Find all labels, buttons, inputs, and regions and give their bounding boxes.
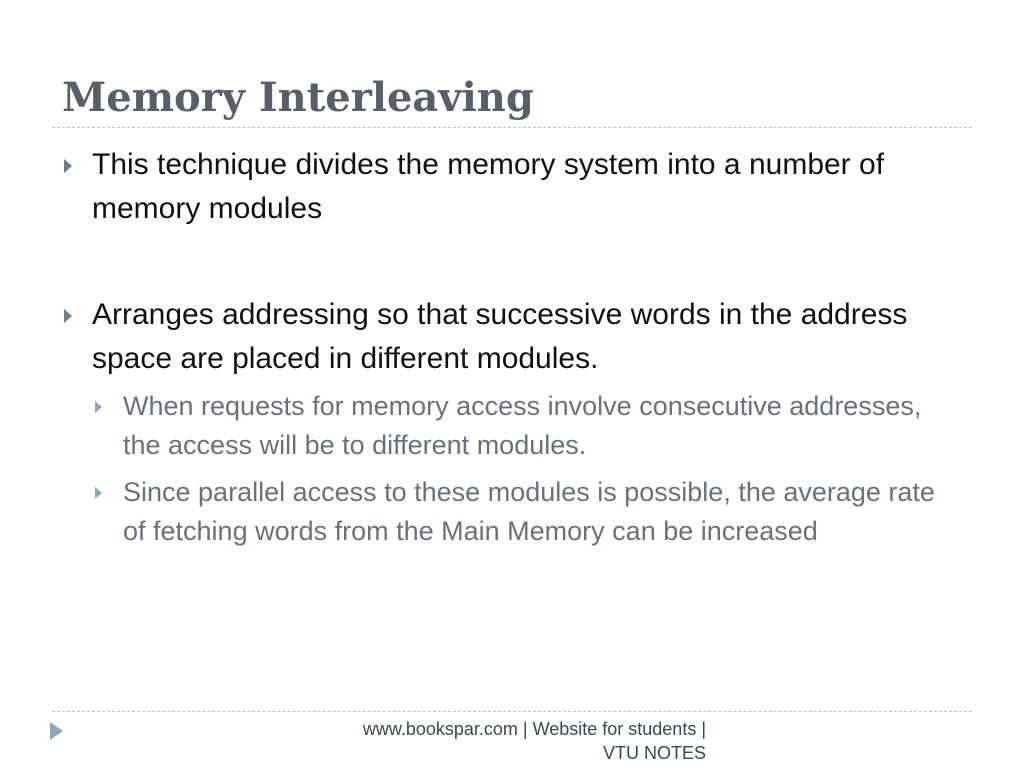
bullet-text: Arranges addressing so that successive words in the address space are placed in different modules. bbox=[92, 298, 908, 375]
sub-bullet-text: When requests for memory access involve consecutive addresses, the access will be to different modules. bbox=[123, 391, 922, 460]
sub-bullet-text: Since parallel access to these modules is possible, the average rate of fetching words from the Main Memory can be increased bbox=[123, 477, 935, 546]
triangle-right-icon bbox=[95, 401, 102, 413]
sub-bullet-item bbox=[62, 473, 962, 551]
bullet-item bbox=[62, 143, 962, 231]
triangle-right-icon bbox=[95, 487, 102, 499]
sub-bullet-item bbox=[62, 387, 962, 465]
slide-content bbox=[62, 143, 962, 551]
triangle-right-icon bbox=[64, 309, 72, 323]
title-divider bbox=[52, 127, 972, 128]
slide-title: Memory Interleaving bbox=[62, 74, 534, 121]
bullet-text: This technique divides the memory system into a number of memory modules bbox=[92, 148, 885, 225]
bullet-item bbox=[62, 293, 962, 381]
footer-line-1: www.bookspar.com | Website for students | bbox=[362, 719, 706, 739]
footer-line-2: VTU NOTES bbox=[602, 743, 706, 763]
triangle-right-icon bbox=[64, 159, 72, 173]
footer-divider bbox=[52, 711, 972, 712]
footer-text bbox=[330, 717, 706, 765]
triangle-right-icon bbox=[50, 722, 63, 740]
